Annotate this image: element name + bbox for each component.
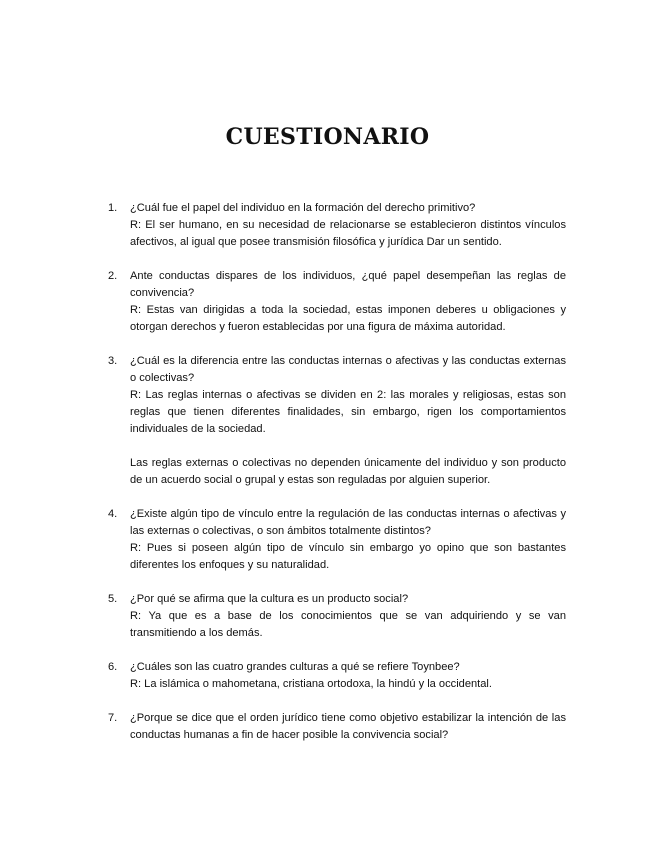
answer-text: R: Las reglas internas o afectivas se dividen en 2: las morales y religiosas, estas son reglas que tienen diferentes finalidades, sin embargo, rigen los comportamientos individuales de la sociedad. xyxy=(130,389,566,435)
answer-text: R: Estas van dirigidas a toda la sociedad, estas imponen deberes u obligaciones y otorgan derechos y fueron establecidas por una figura de máxima autoridad. xyxy=(130,304,566,333)
question-number: 1. xyxy=(108,202,118,214)
answer-text-continued: Las reglas externas o colectivas no dependen únicamente del individuo y son producto de un acuerdo social o grupal y estas son reguladas por alguien superior. xyxy=(130,457,566,486)
question-item-4 xyxy=(108,506,566,574)
answer-text: R: Pues si poseen algún tipo de vínculo sin embargo yo opino que son bastantes diferentes los enfoques y su naturalidad. xyxy=(130,542,566,571)
question-item-1 xyxy=(108,200,566,251)
question-text: ¿Porque se dice que el orden jurídico tiene como objetivo estabilizar la intención de las conductas humanas a fin de hacer posible la convivencia social? xyxy=(130,712,566,741)
answer-text: R: La islámica o mahometana, cristiana ortodoxa, la hindú y la occidental. xyxy=(130,678,492,690)
question-text: ¿Por qué se afirma que la cultura es un producto social? xyxy=(130,593,409,605)
question-item-7 xyxy=(108,710,566,744)
question-number: 2. xyxy=(108,270,118,282)
question-number: 3. xyxy=(108,355,118,367)
question-item-6 xyxy=(108,659,566,693)
page-title: CUESTIONARIO xyxy=(225,124,430,150)
question-number: 4. xyxy=(108,508,118,520)
answer-text: R: El ser humano, en su necesidad de relacionarse se establecieron distintos vínculos afectivos, al igual que posee transmisión filosófica y jurídica Dar un sentido. xyxy=(130,219,566,248)
question-number: 5. xyxy=(108,593,118,605)
question-list xyxy=(108,200,566,761)
question-item-3 xyxy=(108,353,566,489)
question-item-5 xyxy=(108,591,566,642)
question-text: ¿Existe algún tipo de vínculo entre la regulación de las conductas internas o afectivas y las externas o colectivas, o son ámbitos totalmente distintos? xyxy=(130,508,566,537)
answer-text: R: Ya que es a base de los conocimientos que se van adquiriendo y se van transmitiendo a los demás. xyxy=(130,610,566,639)
question-text: ¿Cuál es la diferencia entre las conductas internas o afectivas y las conductas externas o colectivas? xyxy=(130,355,566,384)
question-text: Ante conductas dispares de los individuos, ¿qué papel desempeñan las reglas de convivencia? xyxy=(130,270,566,299)
question-item-2 xyxy=(108,268,566,336)
question-number: 6. xyxy=(108,661,118,673)
question-number: 7. xyxy=(108,712,118,724)
question-text: ¿Cuál fue el papel del individuo en la formación del derecho primitivo? xyxy=(130,202,476,214)
question-text: ¿Cuáles son las cuatro grandes culturas a qué se refiere Toynbee? xyxy=(130,661,460,673)
